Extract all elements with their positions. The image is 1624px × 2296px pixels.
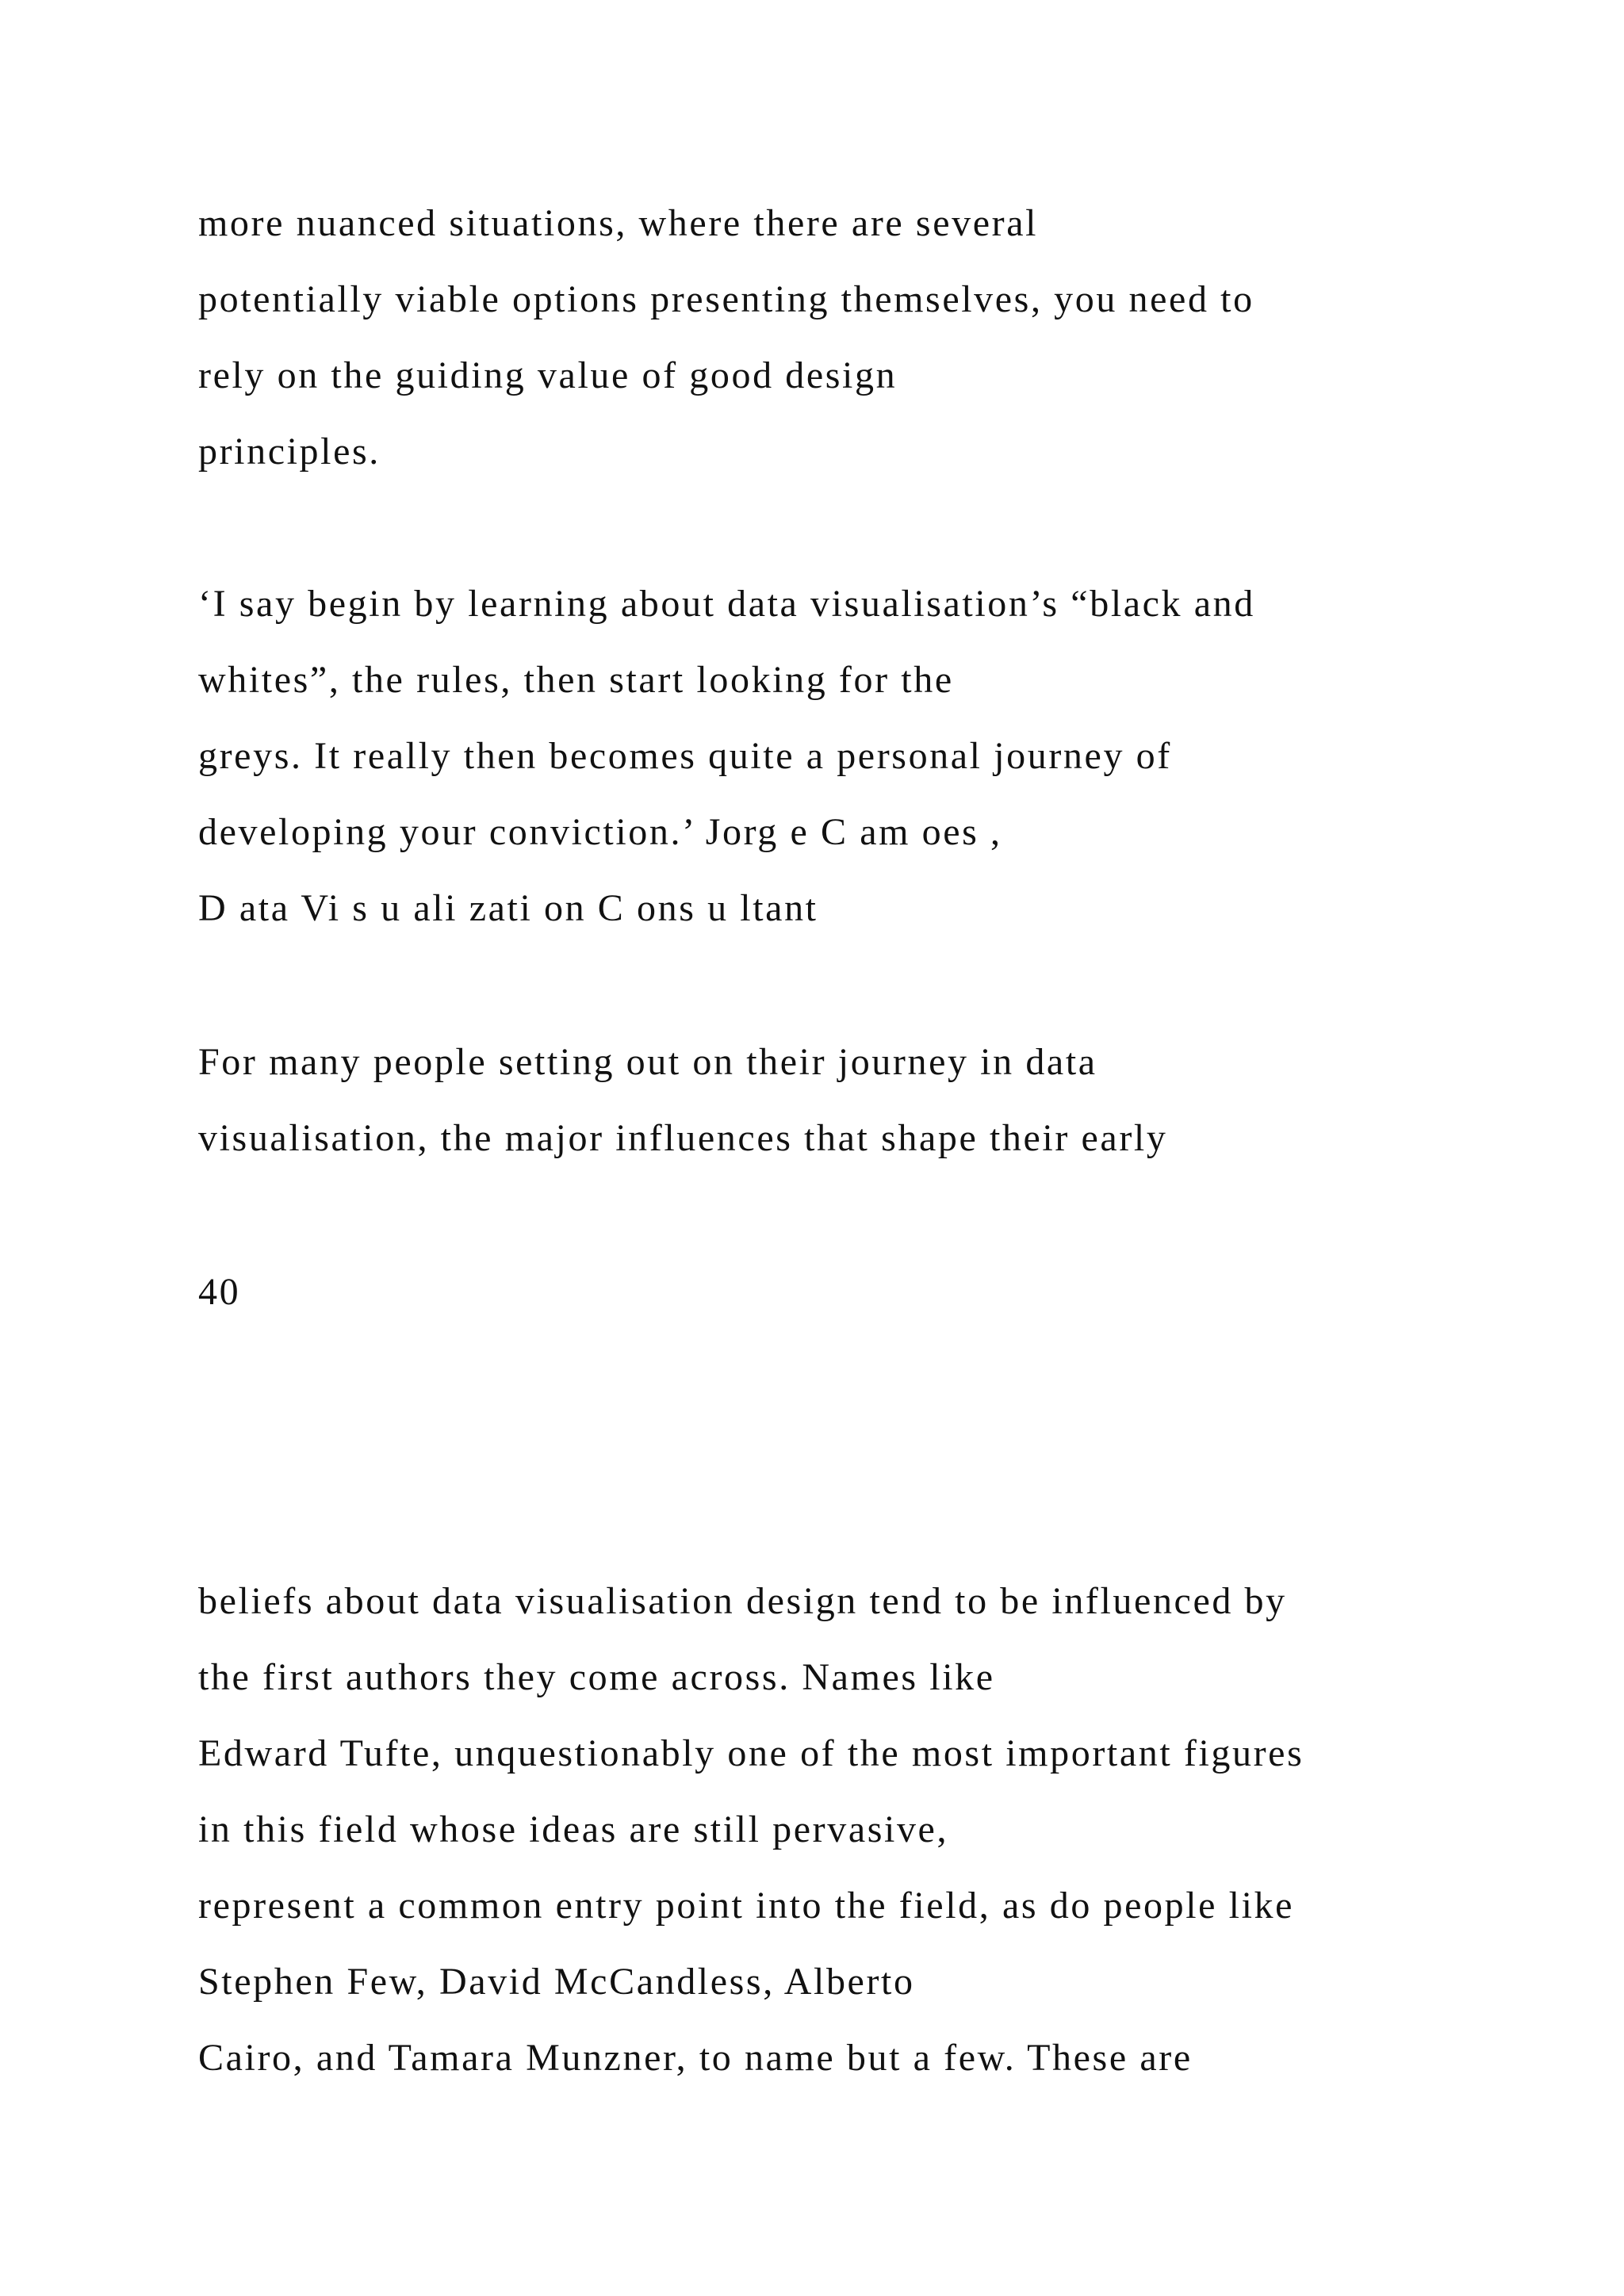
page-number: 40	[198, 1271, 241, 1313]
paragraph-line: rely on the guiding value of good design	[198, 354, 898, 396]
paragraph-line: the first authors they come across. Names like	[198, 1656, 995, 1698]
paragraph-line: beliefs about data visualisation design tend to be influenced by	[198, 1580, 1287, 1622]
quote-line: developing your conviction.’ Jorg e C am oes ,	[198, 811, 1002, 853]
quote-line: greys. It really then becomes quite a personal journey of	[198, 735, 1172, 777]
paragraph-line: more nuanced situations, where there are several	[198, 202, 1039, 244]
paragraph-line: visualisation, the major influences that shape their early	[198, 1117, 1168, 1159]
paragraph-line: represent a common entry point into the field, as do people like	[198, 1885, 1295, 1927]
paragraph-line: in this field whose ideas are still pervasive,	[198, 1808, 949, 1850]
paragraph-line: Cairo, and Tamara Munzner, to name but a few. These are	[198, 2037, 1193, 2079]
quote-line: whites”, the rules, then start looking for the	[198, 659, 954, 701]
paragraph-line: Edward Tufte, unquestionably one of the most important figures	[198, 1732, 1304, 1774]
paragraph-line: Stephen Few, David McCandless, Alberto	[198, 1961, 915, 2003]
paragraph-line: potentially viable options presenting themselves, you need to	[198, 278, 1254, 320]
paragraph-line: principles.	[198, 430, 381, 473]
paragraph-line: For many people setting out on their journey in data	[198, 1041, 1097, 1083]
quote-line: ‘I say begin by learning about data visualisation’s “black and	[198, 583, 1255, 625]
quote-attribution: D ata Vi s u ali zati on C ons u ltant	[198, 887, 818, 929]
